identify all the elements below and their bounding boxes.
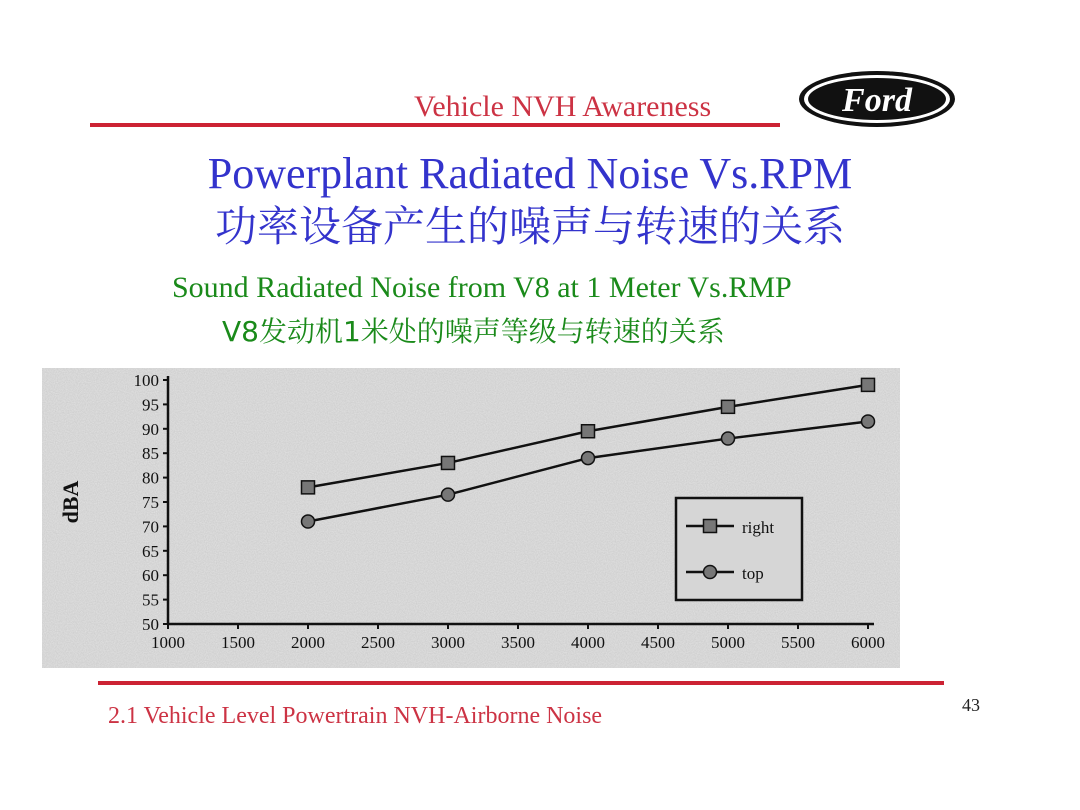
legend-label-top: top: [742, 564, 764, 583]
y-tick-label: 95: [142, 395, 159, 415]
x-tick-label: 5000: [711, 633, 745, 652]
x-tick-label: 3500: [501, 633, 535, 652]
x-tick-label: 6000: [851, 633, 885, 652]
y-tick-label: 50: [142, 615, 159, 634]
header-rule: [90, 123, 780, 127]
y-tick-label: 85: [142, 444, 159, 464]
page-number: 43: [962, 695, 980, 715]
data-point-top: [582, 452, 595, 465]
data-point-right: [442, 456, 455, 469]
x-tick-label: 3000: [431, 633, 465, 652]
x-tick-label: 1000: [151, 633, 185, 652]
x-tick-label: 4500: [641, 633, 675, 652]
y-tick-label: 55: [142, 590, 159, 610]
data-point-top: [442, 488, 455, 501]
header-title: Vehicle NVH Awareness: [414, 90, 712, 123]
ford-logo-text: Ford: [842, 82, 912, 119]
footer-text: 2.1 Vehicle Level Powertrain NVH-Airborne Noise: [108, 703, 603, 729]
legend-box: [676, 498, 802, 600]
legend-marker-right: [704, 520, 717, 533]
ford-logo: [796, 68, 958, 130]
y-tick-label: 65: [142, 541, 159, 561]
chart-subtitle: Sound Radiated Noise from V8 at 1 Meter Vs.RMP: [172, 271, 792, 304]
y-tick-label: 75: [142, 493, 159, 512]
x-tick-label: 2500: [361, 633, 395, 652]
x-tick-label: 4000: [571, 633, 605, 652]
chart-container: [42, 368, 900, 668]
data-point-right: [862, 378, 875, 391]
x-tick-label: 2000: [291, 633, 325, 652]
noise-vs-rpm-chart: [42, 368, 900, 668]
data-point-top: [862, 415, 875, 428]
chart-subtitle-chinese: V8发动机1米处的噪声等级与转速的关系: [222, 315, 725, 348]
x-tick-label: 1500: [221, 633, 255, 652]
data-point-right: [302, 481, 315, 494]
y-axis-label: dBA: [58, 480, 83, 524]
data-point-top: [722, 432, 735, 445]
y-tick-label: 60: [142, 566, 159, 586]
page-title: Powerplant Radiated Noise Vs.RPM: [207, 149, 853, 198]
y-tick-label: 80: [142, 468, 159, 488]
page-title-chinese: 功率设备产生的噪声与转速的关系: [214, 202, 845, 251]
data-point-right: [722, 400, 735, 413]
legend-label-right: right: [742, 518, 775, 537]
footer-rule: [98, 681, 944, 685]
legend-marker-top: [704, 566, 717, 579]
y-tick-label: 100: [133, 371, 159, 390]
data-point-right: [582, 425, 595, 438]
data-point-top: [302, 515, 315, 528]
y-tick-label: 90: [142, 419, 159, 439]
x-tick-label: 5500: [781, 633, 815, 652]
y-tick-label: 70: [142, 517, 159, 537]
